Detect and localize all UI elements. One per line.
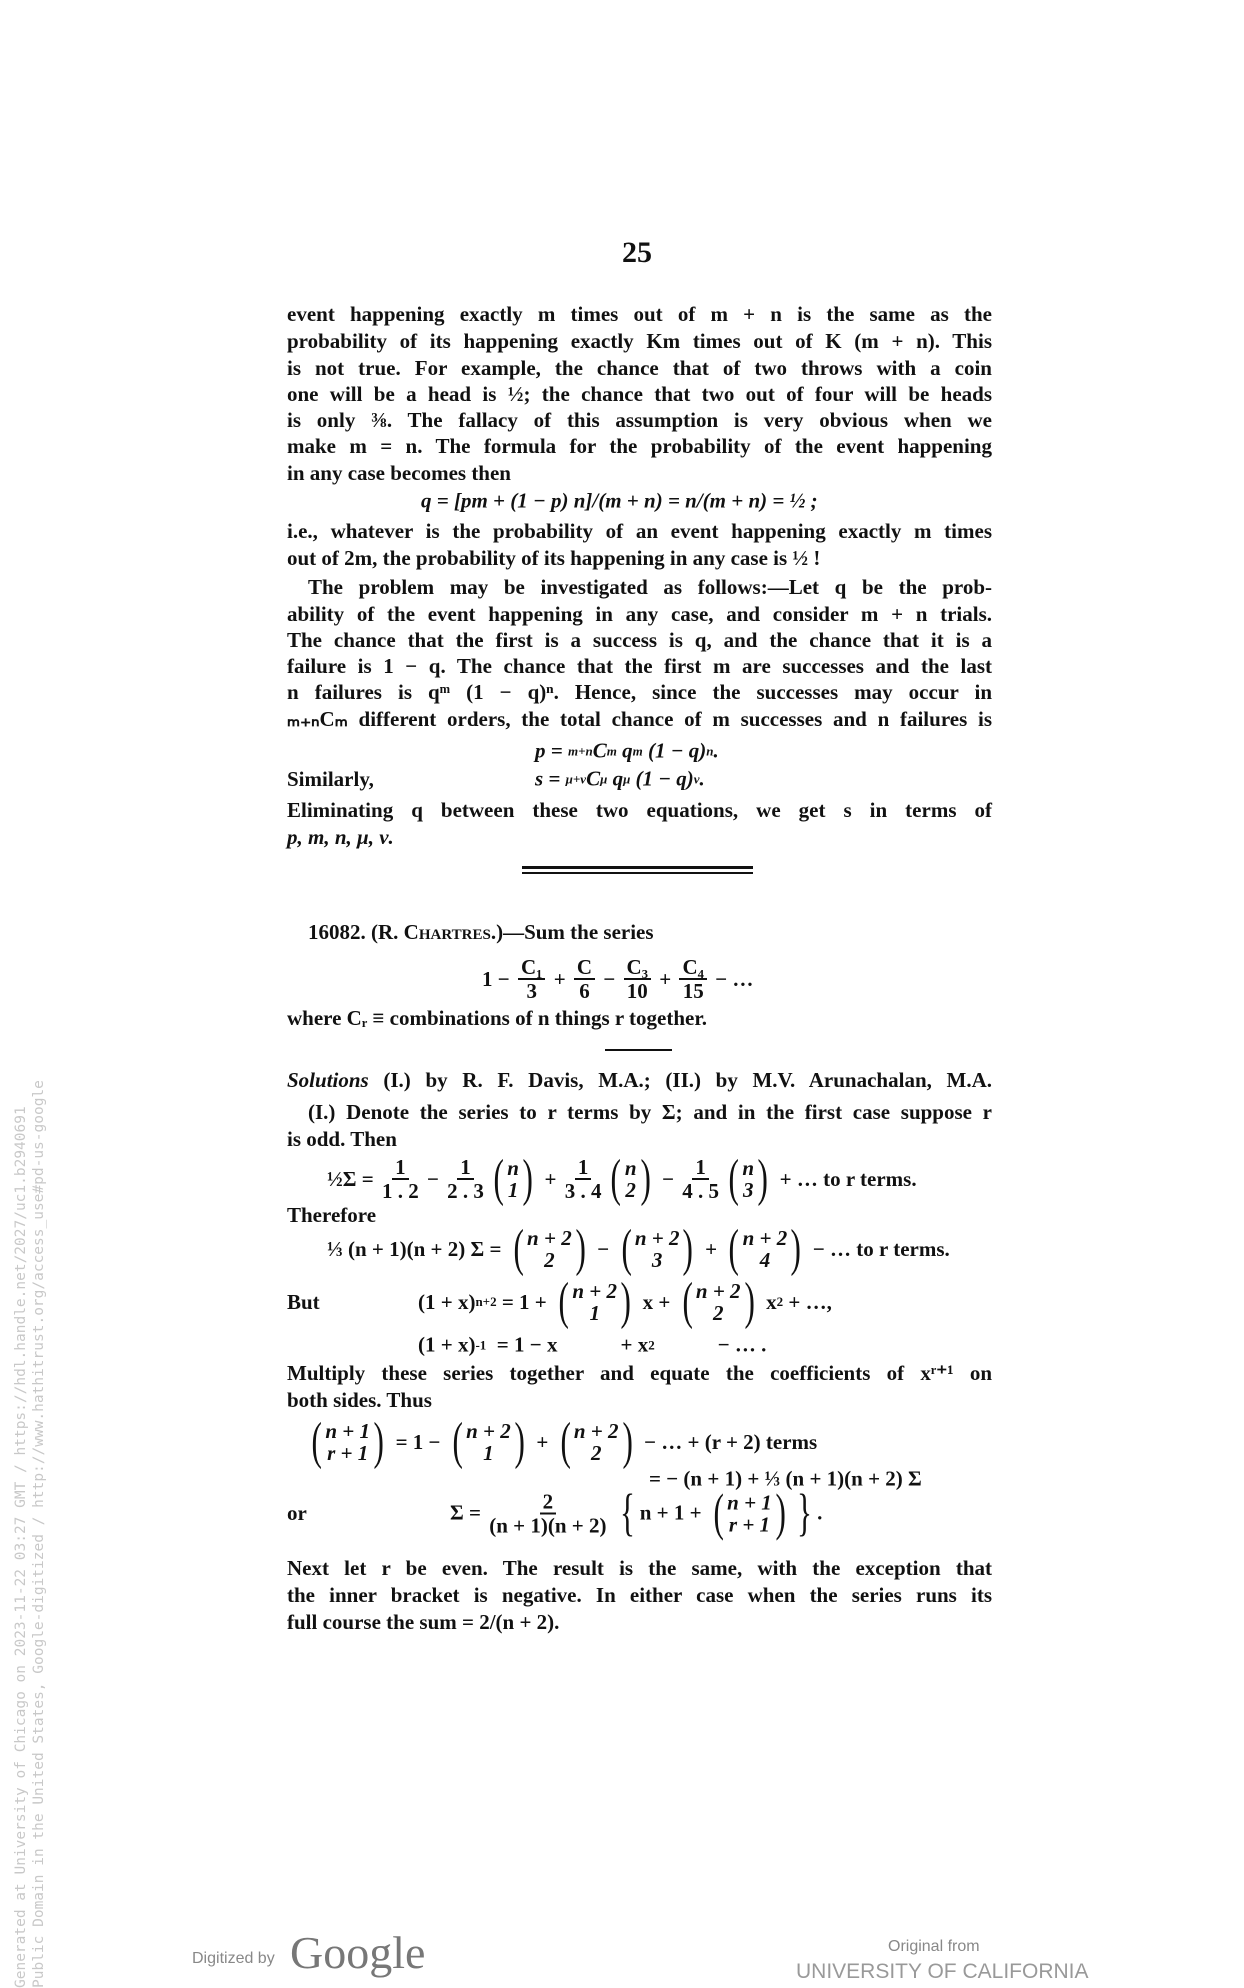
denominator: 15 — [682, 979, 704, 1003]
math-text: − — [598, 966, 621, 991]
binomial — [555, 1273, 634, 1330]
text-line: one will be a head is ½; the chance that two out of four will be heads — [287, 382, 992, 406]
text-line: the inner bracket is negative. In either case when the series runs its — [287, 1583, 992, 1607]
binomial-column — [696, 1280, 741, 1324]
right-paren: ) — [621, 1413, 633, 1470]
binomial-column — [466, 1420, 511, 1464]
right-paren: ) — [682, 1220, 694, 1277]
text-line: event happening exactly m times out of m + n is the same as the — [287, 302, 992, 326]
binomial-column — [325, 1420, 370, 1464]
binomial-top: n + 1 — [727, 1490, 772, 1514]
text-line: Multiply these series together and equate the coefficients of xʳ⁺¹ on — [287, 1361, 992, 1385]
brace: } — [797, 1484, 813, 1542]
numerator: 1 — [692, 1156, 709, 1180]
math-text: ½Σ = — [327, 1166, 379, 1191]
fraction — [518, 956, 545, 1002]
double-rule-top — [522, 866, 753, 869]
math-text: (1 + x) — [418, 1332, 476, 1357]
superscript: 2 — [776, 1294, 784, 1309]
math-text: − — [656, 1166, 680, 1191]
denominator: 3 — [526, 979, 537, 1003]
superscript: μ — [623, 771, 631, 786]
binomial — [618, 1220, 697, 1277]
text-line: full course the sum = 2/(n + 2). — [287, 1610, 560, 1634]
math-text: − — [592, 1236, 615, 1261]
binomial-column — [574, 1420, 619, 1464]
equation-sigma — [450, 1484, 822, 1543]
denominator: 3 . 4 — [564, 1179, 602, 1203]
denominator: 4 . 5 — [682, 1179, 720, 1203]
hathitrust-watermark — [12, 988, 48, 1988]
math-text: p = — [535, 738, 568, 763]
superscript: -1 — [475, 1337, 487, 1352]
binomial-column — [742, 1157, 754, 1201]
binomial — [510, 1220, 589, 1277]
equation-p — [535, 739, 719, 764]
denominator: 10 — [626, 979, 648, 1003]
right-paren: ) — [620, 1273, 631, 1330]
math-text: = 1 − — [390, 1429, 446, 1454]
binomial-bottom: 1 — [483, 1441, 494, 1465]
binomial-bottom: 2 — [625, 1178, 636, 1202]
superscript: ν — [693, 771, 700, 786]
left-paren: ( — [728, 1150, 739, 1207]
text-line: (I.) Denote the series to r terms by Σ; and in the first case suppose r — [308, 1100, 992, 1124]
left-paren: ( — [682, 1273, 693, 1330]
binomial-top: n + 2 — [634, 1226, 680, 1250]
digitized-by-label: Digitized by — [192, 1950, 275, 1967]
solutions-line — [287, 1067, 992, 1093]
subscript: m+n — [567, 743, 593, 758]
numerator: C₃ — [624, 956, 651, 980]
text-line: ₘ₊ₙCₘ different orders, the total chance of m successes and n failures is — [287, 707, 992, 731]
math-text: − … to r terms. — [807, 1236, 950, 1261]
text-line: The problem may be investigated as follows:—Let q be the prob- — [308, 575, 992, 599]
equation-series — [482, 956, 753, 1002]
numerator: C — [574, 956, 595, 980]
short-rule — [605, 1049, 672, 1051]
superscript: n — [706, 743, 714, 758]
text-line: i.e., whatever is the probability of an event happening exactly m times — [287, 519, 992, 543]
left-paren: ( — [620, 1220, 632, 1277]
numerator: 1 — [392, 1156, 409, 1180]
denominator: 6 — [579, 979, 590, 1003]
binomial-column — [572, 1280, 617, 1324]
right-paren: ) — [790, 1220, 802, 1277]
binomial-bottom: 4 — [759, 1248, 771, 1272]
numerator: 1 — [457, 1156, 474, 1180]
math-text: q — [616, 738, 633, 763]
problem-heading — [308, 919, 992, 945]
university-label: UNIVERSITY OF CALIFORNIA — [796, 1960, 1089, 1983]
solutions-label: Solutions — [287, 1068, 369, 1092]
math-text: Σ = — [450, 1500, 487, 1525]
denominator: 1 . 2 — [381, 1179, 419, 1203]
binomial-bottom: 1 — [507, 1178, 519, 1202]
right-paren: ) — [522, 1150, 533, 1207]
text-line: failure is 1 − q. The chance that the first m are successes and the last — [287, 654, 992, 678]
problem-text: —Sum the series — [503, 920, 654, 944]
binomial — [679, 1273, 758, 1330]
text-line: make m = n. The formula for the probability of the event happening — [287, 434, 992, 458]
original-from-label: Original from — [888, 1938, 980, 1955]
text-line: n failures is qᵐ (1 − q)ⁿ. Hence, since the successes may occur in — [287, 680, 992, 704]
binomial-column — [727, 1491, 772, 1535]
math-text: − — [421, 1166, 445, 1191]
fraction — [679, 956, 706, 1002]
where-line: where Cᵣ ≡ combinations of n things r together. — [287, 1006, 708, 1030]
binomial-top: n — [624, 1156, 637, 1180]
math-text: = 1 + — [496, 1289, 553, 1314]
binomial-bottom: 3 — [742, 1178, 754, 1202]
superscript: n+2 — [475, 1294, 497, 1309]
binomial — [710, 1484, 789, 1541]
left-paren: ( — [559, 1413, 571, 1470]
math-text: + — [548, 966, 571, 991]
binomial — [607, 1150, 653, 1207]
text-line: is only ⅜. The fallacy of this assumption is very obvious when we — [287, 408, 992, 432]
math-text — [609, 1501, 614, 1526]
binomial-bottom: 2 — [544, 1248, 555, 1272]
right-paren: ) — [373, 1413, 384, 1470]
google-logo: Google — [290, 1927, 426, 1978]
superscript: m — [632, 743, 643, 758]
math-text: + — [654, 966, 677, 991]
binomial-bottom: 3 — [651, 1248, 663, 1272]
math-text: x + — [637, 1289, 676, 1314]
equation-third — [327, 1220, 950, 1277]
math-text: + — [699, 1236, 723, 1261]
right-paren: ) — [757, 1150, 768, 1207]
left-paren: ( — [728, 1220, 740, 1277]
binomial-top: n + 2 — [573, 1419, 619, 1443]
left-paren: ( — [493, 1150, 504, 1207]
math-text: ⅓ (n + 1)(n + 2) Σ = — [327, 1236, 507, 1261]
math-text: q — [607, 766, 624, 791]
numerator: 1 — [575, 1156, 592, 1180]
math-text: q = [pm + (1 − p) n]/(m + n) = n/(m + n) = ½ ; — [421, 488, 818, 513]
text-line: both sides. Thus — [287, 1388, 432, 1412]
left-paren: ( — [513, 1220, 524, 1277]
binomial-column — [507, 1157, 519, 1201]
binomial-column — [625, 1157, 637, 1201]
fraction — [382, 1156, 419, 1202]
right-paren: ) — [639, 1150, 651, 1207]
right-paren: ) — [514, 1413, 525, 1470]
watermark-line: Public Domain in the United States, Google-digitized / http://www.hathitrust.org/access_use#pd-us-google — [31, 1080, 47, 1988]
math-text: − … — [709, 966, 754, 991]
binomial-column — [527, 1227, 572, 1271]
math-text: . — [713, 738, 719, 763]
binomial-top: n — [507, 1156, 519, 1180]
binomial-bottom: 2 — [712, 1301, 724, 1325]
page-number: 25 — [622, 236, 652, 269]
text-line: ability of the event happening in any case, and consider m + n trials. — [287, 602, 992, 626]
therefore-label: Therefore — [287, 1203, 377, 1227]
double-rule-bottom — [522, 872, 753, 874]
brace: { — [619, 1484, 635, 1542]
equation-expansion-2 — [418, 1333, 766, 1358]
math-text: C — [592, 738, 607, 763]
fraction — [447, 1156, 484, 1202]
text-line: The chance that the first is a success is q, and the chance that it is a — [287, 628, 992, 652]
binomial-bottom: r + 1 — [728, 1512, 771, 1536]
solutions-authors: (I.) by R. F. Davis, M.A.; (II.) by M.V. Arunachalan, M.A. — [383, 1068, 993, 1092]
left-paren: ( — [610, 1150, 622, 1207]
similarly-label: Similarly, — [287, 767, 374, 791]
math-text: n + 1 + — [639, 1500, 707, 1525]
fraction — [565, 1156, 602, 1202]
superscript: m — [606, 743, 617, 758]
math-text: (1 − q) — [630, 766, 694, 791]
math-text: . — [817, 1500, 823, 1525]
equation-s — [535, 767, 705, 792]
binomial-top: n + 2 — [527, 1226, 572, 1250]
binomial-top: n + 2 — [466, 1419, 511, 1443]
math-text: − … . — [654, 1332, 767, 1357]
math-text: (1 − q) — [642, 738, 707, 763]
math-text: + … to r terms. — [774, 1166, 917, 1191]
binomial-bottom: 2 — [590, 1441, 602, 1465]
but-label: But — [287, 1290, 320, 1314]
equation-half-sigma — [327, 1150, 917, 1207]
problem-author: (R. Chartres.) — [371, 920, 504, 944]
text-line: is odd. Then — [287, 1127, 397, 1151]
left-paren: ( — [713, 1484, 724, 1541]
superscript: 2 — [648, 1337, 655, 1352]
fraction — [682, 1156, 719, 1202]
math-text: + — [539, 1166, 562, 1191]
denominator: (n + 1)(n + 2) — [489, 1513, 607, 1537]
binomial-top: n + 2 — [572, 1279, 618, 1303]
problem-number: 16082. — [308, 920, 366, 944]
numerator: 2 — [540, 1490, 557, 1514]
binomial-top: n — [742, 1156, 755, 1180]
text-line: probability of its happening exactly Km times out of K (m + n). This — [287, 329, 992, 353]
math-text: . — [699, 766, 705, 791]
binomial-column — [635, 1227, 680, 1271]
right-paren: ) — [744, 1273, 755, 1330]
left-paren: ( — [558, 1273, 569, 1330]
subscript: μ — [600, 771, 608, 786]
text-line: out of 2m, the probability of its happening in any case is ½ ! — [287, 546, 821, 570]
binomial — [490, 1150, 536, 1207]
text-line: p, m, n, μ, ν. — [287, 825, 394, 849]
left-paren: ( — [311, 1413, 322, 1470]
binomial-bottom: 1 — [589, 1301, 600, 1325]
equation-binom — [305, 1413, 818, 1470]
fraction — [574, 956, 595, 1002]
math-text: = 1 − x + x — [486, 1332, 649, 1357]
math-text: 1 − — [482, 966, 515, 991]
right-paren: ) — [775, 1484, 786, 1541]
subscript: μ+ν — [565, 771, 587, 786]
binomial — [308, 1413, 387, 1470]
fraction — [489, 1490, 606, 1536]
text-line: Eliminating q between these two equations, we get s in terms of — [287, 798, 992, 822]
binomial-bottom: r + 1 — [327, 1441, 369, 1465]
binomial — [449, 1413, 528, 1470]
math-text: − … + (r + 2) terms — [638, 1429, 818, 1454]
math-text: C — [586, 766, 601, 791]
text-line: is not true. For example, the chance that of two throws with a coin — [287, 356, 992, 380]
math-text: + …, — [783, 1289, 832, 1314]
or-label: or — [287, 1501, 307, 1525]
binomial-top: n + 1 — [325, 1419, 370, 1443]
right-paren: ) — [575, 1220, 586, 1277]
equation-q — [421, 489, 818, 514]
numerator: C₁ — [518, 956, 545, 980]
math-text: x — [760, 1289, 777, 1314]
math-text: + — [531, 1429, 554, 1454]
numerator: C₄ — [679, 956, 706, 980]
math-text: (1 + x) — [418, 1289, 476, 1314]
equation-expansion-1 — [418, 1273, 832, 1330]
watermark-line: Generated at University of Chicago on 2023-11-22 03:27 GMT / https://hdl.handle.net/2027/uc1.b2940691 — [13, 1106, 29, 1988]
math-text: = − (n + 1) + ⅓ (n + 1)(n + 2) Σ — [649, 1466, 922, 1491]
text-line: in any case becomes then — [287, 461, 511, 485]
binomial — [725, 1220, 804, 1277]
binomial-top: n + 2 — [695, 1279, 741, 1303]
text-line: Next let r be even. The result is the same, with the exception that — [287, 1556, 992, 1580]
binomial-column — [743, 1227, 788, 1271]
left-paren: ( — [452, 1413, 463, 1470]
binomial — [725, 1150, 771, 1207]
binomial-top: n + 2 — [742, 1226, 788, 1250]
math-text: s = — [535, 766, 566, 791]
denominator: 2 . 3 — [447, 1179, 484, 1203]
binomial — [557, 1413, 636, 1470]
fraction — [624, 956, 651, 1002]
